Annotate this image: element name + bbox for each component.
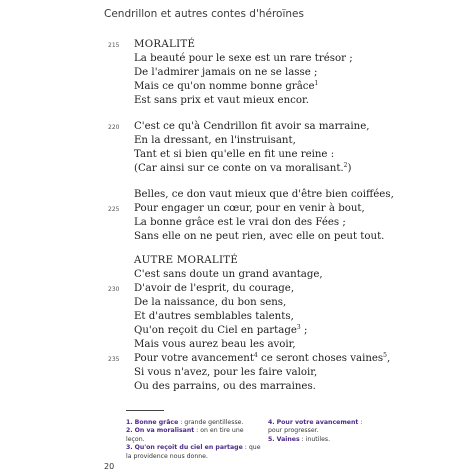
- poem-line: Si vous n'avez, pour les faire valoir,: [134, 367, 318, 378]
- poem-line: En la dressant, en l'instruisant,: [134, 135, 296, 146]
- poem-line: De la naissance, du bon sens,: [134, 297, 287, 308]
- footnote-term: Qu'on reçoit du ciel en partage: [134, 444, 243, 452]
- poem-line-text: Mais ce qu'on nomme bonne grâce: [134, 81, 315, 92]
- poem-line: C'est sans doute un grand avantage,: [134, 269, 323, 280]
- line-number: 215: [108, 42, 120, 49]
- footnote-ref: 2: [343, 162, 348, 169]
- footnote-number: 1.: [126, 419, 133, 426]
- line-number: 225: [108, 206, 120, 213]
- footnote-ref: 4: [253, 352, 258, 359]
- poem-line-text: (Car ainsi sur ce conte on va moralisant.: [134, 163, 344, 174]
- footnote-ref: 1: [314, 80, 319, 87]
- footnote-number: 3.: [126, 444, 133, 452]
- page-number: 20: [104, 462, 115, 471]
- footnote-term: Vaines: [276, 435, 300, 443]
- poem-line: Tant et si bien qu'elle en fit une reine :: [134, 149, 335, 160]
- footnote-definition: : inutiles.: [299, 435, 331, 443]
- footnote-definition: : pour progresser.: [268, 419, 363, 435]
- poem-section-title: AUTRE MORALITÉ: [134, 255, 239, 266]
- footnote: [126, 419, 264, 427]
- footnote-term: Bonne grâce: [134, 419, 179, 426]
- poem-line: Ou des parrains, ou des marraines.: [134, 381, 316, 392]
- line-number: 235: [108, 356, 120, 363]
- line-number: 230: [108, 286, 120, 293]
- footnote-definition: : que la providence nous donne.: [126, 444, 261, 460]
- poem-line: C'est ce qu'à Cendrillon fit avoir sa marraine,: [134, 121, 370, 132]
- poem-line: [134, 163, 351, 175]
- footnotes-right-column: [268, 419, 378, 444]
- poem-line: Belles, ce don vaut mieux que d'être bien coiffées,: [134, 189, 394, 200]
- footnote-term: On va moralisant: [134, 427, 195, 435]
- poem-line: La beauté pour le sexe est un rare trésor ;: [134, 53, 353, 64]
- poem-line: De l'admirer jamais on ne se lasse ;: [134, 67, 318, 78]
- footnote: [268, 436, 378, 444]
- poem-line: [134, 353, 390, 365]
- poem-line: Est sans prix et vaut mieux encor.: [134, 95, 309, 106]
- footnote: [126, 444, 264, 461]
- poem-line: [134, 81, 318, 93]
- footnote-number: 4.: [268, 419, 275, 426]
- poem-line: Mais vous aurez beau les avoir,: [134, 339, 296, 350]
- poem-line-text: Qu'on reçoit du Ciel en partage: [134, 325, 297, 336]
- footnote-definition: : grande gentillesse.: [178, 419, 244, 426]
- poem-line: D'avoir de l'esprit, du courage,: [134, 283, 295, 294]
- poem-line-text: ce seront choses vaines: [257, 353, 384, 364]
- poem-line-text: ,: [386, 353, 391, 364]
- footnote-divider: [126, 410, 164, 411]
- poem-section-title: MORALITÉ: [134, 39, 196, 50]
- line-number: 220: [108, 124, 120, 131]
- footnotes-left-column: [126, 419, 264, 461]
- running-header: Cendrillon et autres contes d'héroïnes: [104, 8, 304, 20]
- footnote-number: 5.: [268, 435, 275, 443]
- poem-line: Et d'autres semblables talents,: [134, 311, 294, 322]
- footnote-ref: 3: [296, 324, 301, 331]
- poem-line-text: ): [347, 163, 352, 174]
- poem-line-text: ;: [300, 325, 308, 336]
- footnote: [268, 419, 378, 436]
- poem-line: La bonne grâce est le vrai don des Fées ;: [134, 217, 346, 228]
- footnote-number: 2.: [126, 427, 133, 435]
- footnote: [126, 427, 264, 444]
- footnote-term: Pour votre avancement: [276, 419, 359, 426]
- poem-line: [134, 325, 307, 337]
- footnote-ref: 5: [383, 352, 387, 359]
- poem-line: Sans elle on ne peut rien, avec elle on peut tout.: [134, 231, 385, 242]
- footnote-definition: : on en tire une leçon.: [126, 427, 244, 443]
- poem-line: Pour engager un cœur, pour en venir à bout,: [134, 203, 365, 214]
- poem-line-text: Pour votre avancement: [134, 353, 254, 364]
